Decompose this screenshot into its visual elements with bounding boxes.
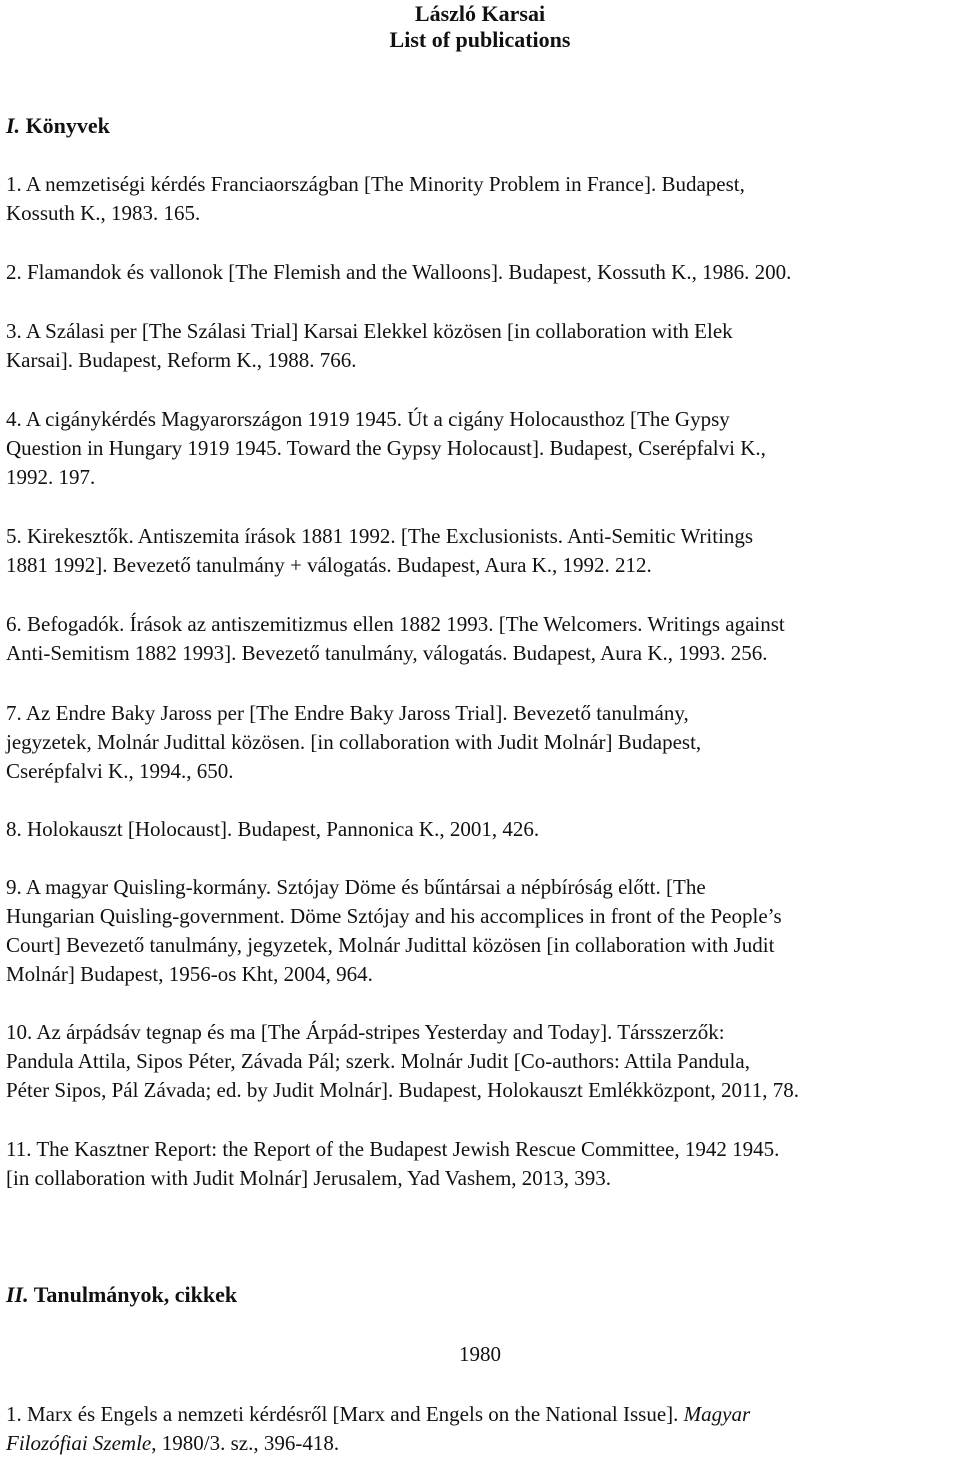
entry-line: 1992. 197. [6, 465, 96, 489]
entry-line: 2. Flamandok és vallonok [The Flemish and the Walloons]. Budapest, Kossuth K., 1986. 200. [6, 260, 792, 284]
entry-line: Kossuth K., 1983. 165. [6, 201, 201, 225]
entry-line: 9. A magyar Quisling-kormány. Sztójay Döme és bűntársai a népbíróság előtt. [The [6, 875, 706, 899]
entry-line: 1. A nemzetiségi kérdés Franciaországban [The Minority Problem in France]. Budapest, [6, 172, 745, 196]
author-name: László Karsai [414, 1, 546, 26]
book-entry [6, 610, 956, 668]
book-entry [6, 1135, 956, 1193]
book-entry [6, 873, 956, 989]
section-heading-books [6, 113, 110, 139]
book-entry [6, 258, 956, 287]
entry-line: 7. Az Endre Baky Jaross per [The Endre Baky Jaross Trial]. Bevezető tanulmány, [6, 701, 689, 725]
document-title: List of publications [389, 27, 571, 52]
entry-line: 5. Kirekesztők. Antiszemita írások 1881 1992. [The Exclusionists. Anti-Semitic Writings [6, 524, 754, 548]
entry-line: Court] Bevezető tanulmány, jegyzetek, Molnár Judittal közösen [in collaboration with Judit [6, 933, 775, 957]
entry-line: 8. Holokauszt [Holocaust]. Budapest, Pannonica K., 2001, 426. [6, 817, 540, 841]
entry-text: 1. Marx és Engels a nemzeti kérdésről [Marx and Engels on the National Issue]. [6, 1402, 684, 1426]
book-entry [6, 699, 956, 786]
entry-line: Pandula Attila, Sipos Péter, Závada Pál; szerk. Molnár Judit [Co-authors: Attila Pandula, [6, 1049, 750, 1073]
entry-line: Anti-Semitism 1882 1993]. Bevezető tanulmány, válogatás. Budapest, Aura K., 1993. 256. [6, 641, 768, 665]
entry-line [6, 1429, 956, 1458]
book-entry [6, 522, 956, 580]
entry-line: Péter Sipos, Pál Závada; ed. by Judit Molnár]. Budapest, Holokauszt Emlékközpont, 2011, 78. [6, 1078, 800, 1102]
book-entry [6, 317, 956, 375]
year-heading: 1980 [459, 1342, 501, 1366]
book-entry [6, 1018, 956, 1105]
entry-line: Karsai]. Budapest, Reform K., 1988. 766. [6, 348, 357, 372]
entry-line: 11. The Kasztner Report: the Report of the Budapest Jewish Rescue Committee, 1942 1945. [6, 1137, 780, 1161]
entry-line: 10. Az árpádsáv tegnap és ma [The Árpád-stripes Yesterday and Today]. Társszerzők: [6, 1020, 725, 1044]
entry-line [6, 1400, 956, 1429]
section-title: Tanulmányok, cikkek [33, 1282, 238, 1307]
journal-title-part: Magyar [683, 1402, 751, 1426]
entry-line: 6. Befogadók. Írások az antiszemitizmus ellen 1882 1993. [The Welcomers. Writings against [6, 612, 785, 636]
article-entry [6, 1400, 956, 1458]
entry-line: 4. A cigánykérdés Magyarországon 1919 1945. Út a cigány Holocausthoz [The Gypsy [6, 407, 730, 431]
entry-line: Hungarian Quisling-government. Döme Sztójay and his accomplices in front of the People’s [6, 904, 782, 928]
entry-line: jegyzetek, Molnár Judittal közösen. [in collaboration with Judit Molnár] Budapest, [6, 730, 702, 754]
section-title: Könyvek [25, 113, 110, 138]
entry-line: 3. A Szálasi per [The Szálasi Trial] Karsai Elekkel közösen [in collaboration with Elek [6, 319, 733, 343]
section-heading-studies [6, 1282, 237, 1308]
entry-line: 1881 1992]. Bevezető tanulmány + válogatás. Budapest, Aura K., 1992. 212. [6, 553, 652, 577]
book-entry [6, 405, 956, 492]
entry-line: Cserépfalvi K., 1994., 650. [6, 759, 234, 783]
section-numeral: II. [6, 1282, 29, 1307]
entry-line: Molnár] Budapest, 1956-os Kht, 2004, 964. [6, 962, 373, 986]
entry-line: Question in Hungary 1919 1945. Toward the Gypsy Holocaust]. Budapest, Cserépfalvi K., [6, 436, 766, 460]
entry-text: , 1980/3. sz., 396-418. [151, 1431, 340, 1455]
entry-line: [in collaboration with Judit Molnár] Jerusalem, Yad Vashem, 2013, 393. [6, 1166, 612, 1190]
section-numeral: I. [6, 113, 21, 138]
book-entry [6, 170, 956, 228]
book-entry [6, 815, 956, 844]
journal-title-part: Filozófiai Szemle [6, 1431, 152, 1455]
